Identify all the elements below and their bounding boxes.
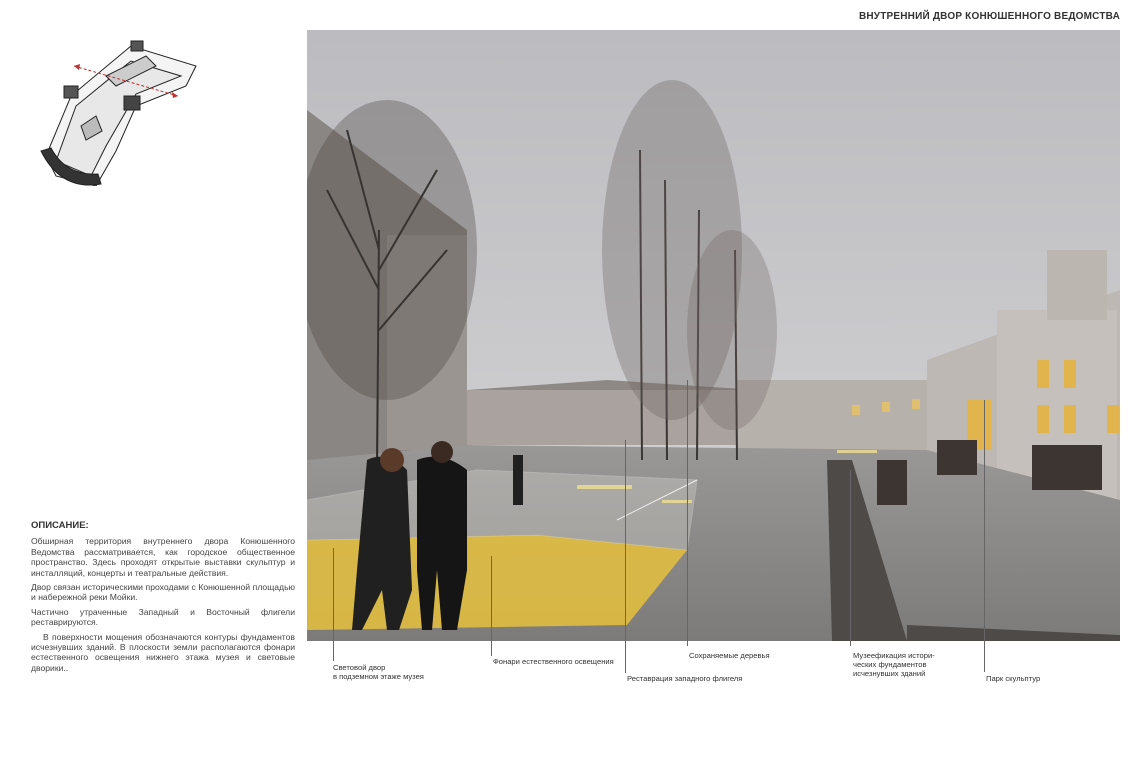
page-title: ВНУТРЕННИЙ ДВОР КОНЮШЕННОГО ВЕДОМСТВА [858,11,1120,22]
callout-sculpture-park: Парк скульптур [986,674,1041,683]
callout-leader-line [984,400,985,672]
callout-skylights: Фонари естественного освещения [493,657,614,666]
description-paragraph: Двор связан историческими проходами с Конюшенной площадью и набережной реки Мойки. [31,582,295,603]
callout-west-wing: Реставрация западного флигеля [627,674,743,683]
description-paragraph: Обширная территория внутреннего двора Конюшенного Ведомства рассматривается, как городское общественное пространство. Здесь проходят открытые выставки скульптур и инсталляций, концерты и театральные действия. [31,536,295,578]
description-paragraph: В поверхности мощения обозначаются контуры фундаментов исчезнувших зданий. В плоскости земли располагаются фонари естественного освещения нижнего этажа музея и световые дворики.. [31,631,295,673]
callout-trees: Сохраняемые деревья [689,651,770,660]
description-block [31,521,295,677]
description-heading: ОПИСАНИЕ: [31,520,89,531]
callout-leader-line [491,556,492,656]
callout-foundations: Музеефикация истори- ческих фундаментов исчезнувших зданий [853,651,935,678]
callout-lightwell: Световой двор в подземном этаже музея [333,663,424,681]
description-paragraph: Частично утраченные Западный и Восточный флигели реставрируются. [31,606,295,628]
callout-leader-line [850,470,851,646]
courtyard-rendering [307,30,1120,641]
callout-leader-line [687,380,688,646]
callout-leader-line [333,548,334,661]
axonometric-key-plan [36,36,201,186]
callout-leader-line [625,440,626,673]
